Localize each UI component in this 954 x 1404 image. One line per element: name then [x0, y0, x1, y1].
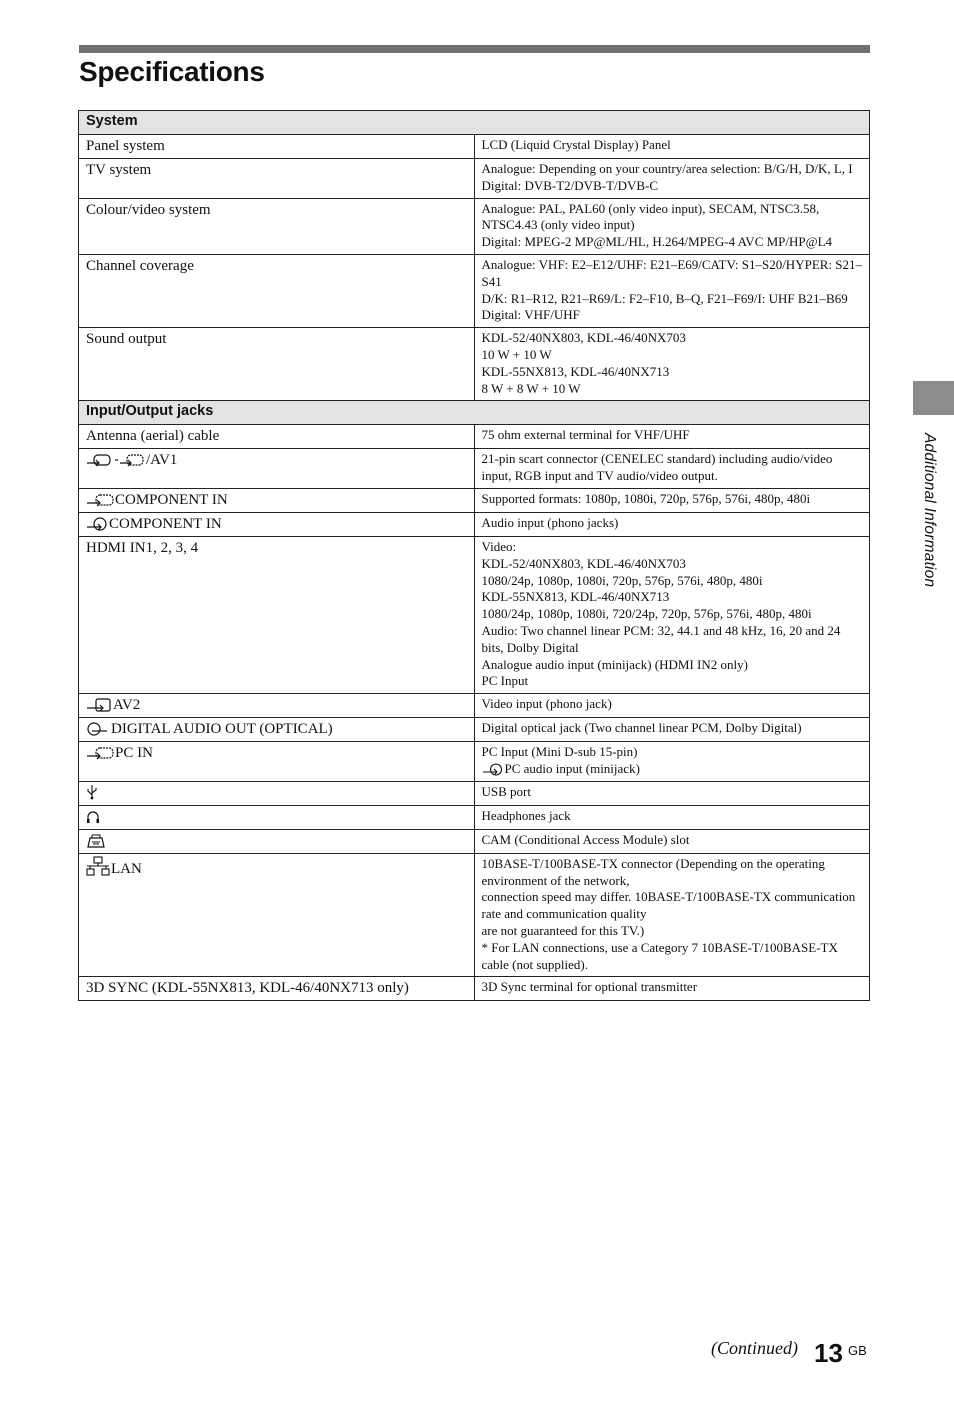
spec-label [79, 742, 475, 782]
spec-label [79, 781, 475, 805]
table-row [79, 488, 870, 512]
title-rule [79, 45, 870, 53]
spec-value: Headphones jack [474, 805, 870, 829]
table-row [79, 694, 870, 718]
spec-label-text: /AV1 [146, 452, 178, 469]
table-row [79, 829, 870, 853]
table-row [79, 159, 870, 199]
spec-label: Panel system [79, 135, 475, 159]
spec-value: CAM (Conditional Access Module) slot [474, 829, 870, 853]
spec-value: Analogue: VHF: E2–E12/UHF: E21–E69/CATV: S1–S20/HYPER: S21–S41 D/K: R1–R12, R21–R69/L: F2–F10, B–Q, F21–F69/I: UHF B21–B69 Digital: VHF/UHF [474, 254, 870, 327]
page-language-suffix: GB [848, 1343, 867, 1358]
spec-label: Antenna (aerial) cable [79, 425, 475, 449]
spec-value: Analogue: PAL, PAL60 (only video input), SECAM, NTSC3.58, NTSC4.43 (only video input) Digital: MPEG-2 MP@ML/HL, H.264/MPEG-4 AVC MP/HP@L4 [474, 198, 870, 254]
table-row [79, 512, 870, 536]
section-heading-io: Input/Output jacks [79, 401, 870, 425]
spec-label [79, 829, 475, 853]
scart-out-icon [113, 453, 145, 467]
section-header-row [79, 111, 870, 135]
table-row [79, 425, 870, 449]
spec-value: Video: KDL-52/40NX803, KDL-46/40NX703 1080/24p, 1080p, 1080i, 720p, 576p, 576i, 480p, 480i KDL-55NX813, KDL-46/40NX713 1080/24p, 1080p, 1080i, 720/24p, 720p, 576p, 576i, 480p, 480i Audio: Two channel linear PCM: 32, 44.1 and 48 kHz, 16, 20 and 24 bits, Dolby Digital Analogue audio input (minijack) (HDMI IN2 only) PC Input [474, 536, 870, 693]
cam-slot-icon [86, 834, 106, 848]
headphones-icon [86, 810, 100, 824]
spec-label: TV system [79, 159, 475, 199]
component-video-icon [86, 493, 114, 507]
spec-label-text: PC IN [115, 745, 153, 762]
spec-label [79, 694, 475, 718]
spec-value: USB port [474, 781, 870, 805]
spec-label: Channel coverage [79, 254, 475, 327]
spec-label [79, 805, 475, 829]
spec-value: 3D Sync terminal for optional transmitter [474, 977, 870, 1001]
spec-value: Analogue: Depending on your country/area selection: B/G/H, D/K, L, I Digital: DVB-T2/DVB-T/DVB-C [474, 159, 870, 199]
table-row [79, 449, 870, 489]
table-row [79, 536, 870, 693]
spec-label-text: LAN [111, 860, 142, 877]
spec-value: LCD (Liquid Crystal Display) Panel [474, 135, 870, 159]
spec-label: 3D SYNC (KDL-55NX813, KDL-46/40NX713 only) [79, 977, 475, 1001]
spec-label [79, 512, 475, 536]
section-tab-label: Additional Information [921, 433, 938, 588]
spec-value: KDL-52/40NX803, KDL-46/40NX703 10 W + 10 W KDL-55NX813, KDL-46/40NX713 8 W + 8 W + 10 W [474, 328, 870, 401]
spec-label-text: AV2 [113, 697, 141, 714]
section-header-row [79, 401, 870, 425]
table-row [79, 135, 870, 159]
spec-value: 10BASE-T/100BASE-TX connector (Depending on the operating environment of the network, connection speed may differ. 10BASE-T/100BASE-TX communication rate and communication quality are not guaranteed for this TV.) * For LAN connections, use a Category 7 10BASE-T/100BASE-TX cable (not supplied). [474, 853, 870, 977]
table-row [79, 742, 870, 782]
continued-note: (Continued) [711, 1338, 798, 1358]
specifications-table [78, 110, 870, 1001]
page-number: 13 [814, 1338, 843, 1368]
spec-value: 21-pin scart connector (CENELEC standard) including audio/video input, RGB input and TV audio/video output. [474, 449, 870, 489]
spec-label: Sound output [79, 328, 475, 401]
optical-out-icon [86, 722, 110, 736]
spec-value: Audio input (phono jacks) [474, 512, 870, 536]
table-row [79, 853, 870, 977]
spec-label: Colour/video system [79, 198, 475, 254]
table-row [79, 198, 870, 254]
spec-label [79, 488, 475, 512]
audio-input-icon [482, 763, 504, 776]
table-row [79, 977, 870, 1001]
section-tab-marker [913, 381, 954, 415]
table-row [79, 805, 870, 829]
spec-label [79, 853, 475, 977]
spec-value: Digital optical jack (Two channel linear PCM, Dolby Digital) [474, 718, 870, 742]
table-row [79, 328, 870, 401]
usb-icon [86, 784, 98, 800]
pc-input-icon [86, 746, 114, 760]
spec-label-text: COMPONENT IN [115, 491, 228, 508]
lan-icon [86, 856, 110, 876]
spec-value: Supported formats: 1080p, 1080i, 720p, 576p, 576i, 480p, 480i [474, 488, 870, 512]
table-row [79, 781, 870, 805]
scart-in-out-icon [86, 453, 112, 467]
audio-input-icon [86, 517, 108, 531]
spec-value: PC Input (Mini D-sub 15-pin) PC audio input (minijack) [474, 742, 870, 782]
spec-label-text: DIGITAL AUDIO OUT (OPTICAL) [111, 721, 333, 738]
page-title: Specifications [79, 56, 265, 87]
table-row [79, 254, 870, 327]
spec-value: Video input (phono jack) [474, 694, 870, 718]
spec-label [79, 718, 475, 742]
section-heading-system: System [79, 111, 870, 135]
table-row [79, 718, 870, 742]
spec-label: HDMI IN1, 2, 3, 4 [79, 536, 475, 693]
spec-label [79, 449, 475, 489]
spec-value: 75 ohm external terminal for VHF/UHF [474, 425, 870, 449]
spec-label-text: COMPONENT IN [109, 515, 222, 532]
video-input-icon [86, 698, 112, 712]
